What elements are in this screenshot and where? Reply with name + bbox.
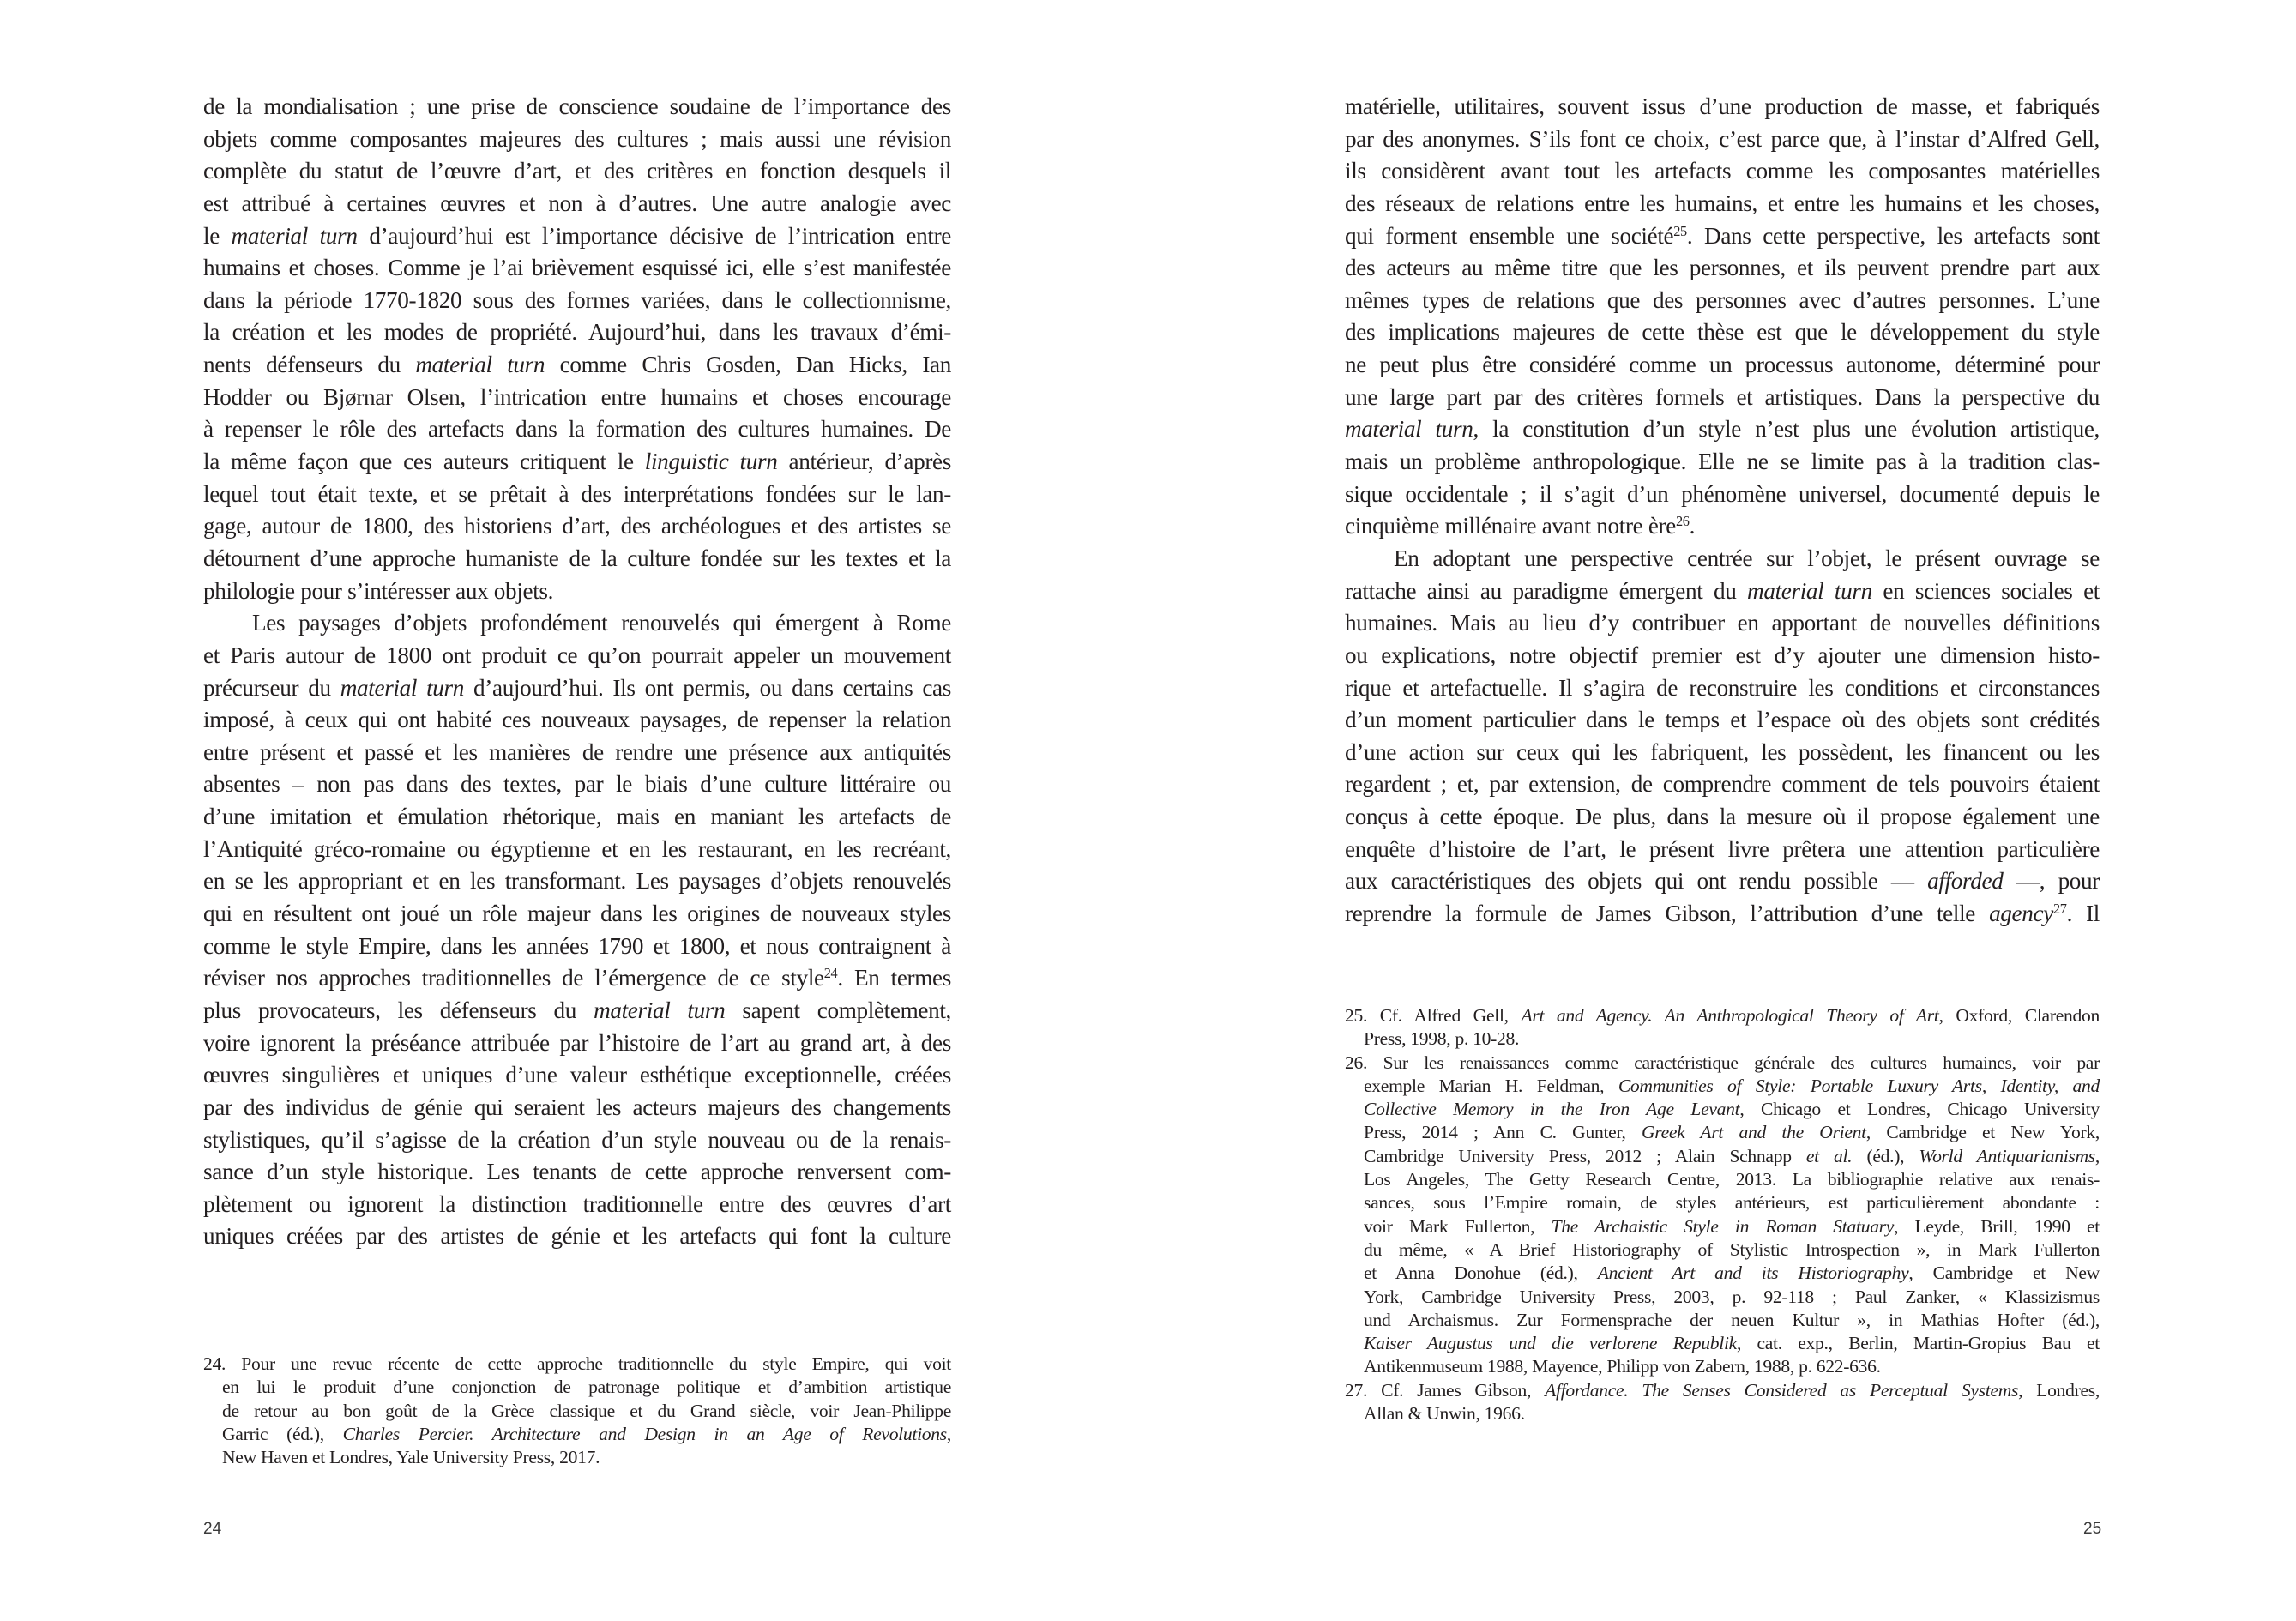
- footnote-reference[interactable]: 26: [1675, 513, 1690, 530]
- text-line: qui en résultent ont joué un rôle majeur dans les origines de nouveaux styles: [203, 901, 951, 927]
- footnote-line: 26. Sur les renaissances comme caractéristique générale des cultures humaines, voir par: [1345, 1052, 2100, 1073]
- right-page: [1148, 0, 2296, 1621]
- footnotes: [1345, 1004, 2100, 1425]
- italic-term: material turn: [340, 674, 465, 701]
- footnote-number: 25.: [1345, 1005, 1380, 1026]
- italic-term: Charles Percier. Architecture and Design in an Age of Revolutions: [342, 1423, 947, 1444]
- footnote-line: Garric (éd.), Charles Percier. Architecture and Design in an Age of Revolutions,: [222, 1423, 951, 1444]
- italic-term: World Antiquarianisms: [1919, 1145, 2095, 1166]
- italic-term: Collective Memory in the Iron Age Levant: [1364, 1099, 1740, 1120]
- text-line: regardent ; et, par extension, de comprendre comment de tels pouvoirs étaient: [1345, 771, 2100, 798]
- text-line: d’une imitation et émulation rhétorique, mais en maniant les artefacts de: [203, 804, 951, 830]
- footnote-line: New Haven et Londres, Yale University Press, 2017.: [222, 1447, 600, 1468]
- italic-term: material turn: [1345, 416, 1473, 443]
- text-line: Les paysages d’objets profondément renouvelés qui émergent à Rome: [252, 610, 951, 636]
- footnote-line: 24. Pour une revue récente de cette approche traditionnelle du style Empire, qui voit: [203, 1353, 951, 1374]
- text-line: humains et choses. Comme je l’ai brièvement esquissé ici, elle s’est manifestée: [203, 255, 951, 281]
- text-line: enquête d’histoire de l’art, le présent livre prêtera une attention particulière: [1345, 835, 2100, 862]
- text-line: sance d’un style historique. Les tenants de cette approche renversent com-: [203, 1159, 951, 1185]
- italic-term: Greek Art and the Orient: [1641, 1122, 1866, 1143]
- text-line: objets comme composantes majeures des cultures ; mais aussi une révision: [203, 125, 951, 152]
- text-line: material turn, la constitution d’un style n’est plus une évolution artistique,: [1345, 416, 2100, 443]
- text-line: mais un problème anthropologique. Elle ne se limite pas à la tradition clas-: [1345, 449, 2100, 475]
- text-line: ou explications, notre objectif premier est d’y ajouter une dimension histo-: [1345, 642, 2100, 668]
- footnote-line: sances, sous l’Empire romain, de styles antérieurs, est particulièrement abondante :: [1364, 1192, 2100, 1214]
- text-line: philologie pour s’intéresser aux objets.: [203, 577, 554, 604]
- text-line: nents défenseurs du material turn comme Chris Gosden, Dan Hicks, Ian: [203, 352, 951, 378]
- text-line: dans la période 1770-1820 sous des formes variées, dans le collectionnisme,: [203, 286, 951, 313]
- italic-term: material turn: [231, 222, 358, 249]
- footnote: [203, 1353, 951, 1469]
- text-line: à repenser le rôle des artefacts dans la formation des cultures humaines. De: [203, 416, 951, 443]
- footnote-line: 27. Cf. James Gibson, Affordance. The Senses Considered as Perceptual Systems, Londres,: [1345, 1379, 2100, 1401]
- footnote-line: York, Cambridge University Press, 2003, p. 92-118 ; Paul Zanker, « Klassizismus: [1364, 1286, 2100, 1307]
- text-line: d’un moment particulier dans le temps et l’espace où des objets sont crédités: [1345, 707, 2100, 733]
- footnotes: [203, 1353, 951, 1469]
- italic-term: Kaiser Augustus und die verlorene Republik: [1364, 1333, 1737, 1354]
- text-line: ils considèrent avant tout les artefacts comme les composantes matérielles: [1345, 158, 2100, 184]
- footnote-line: exemple Marian H. Feldman, Communities of Style: Portable Luxury Arts, Identity, and: [1364, 1075, 2100, 1096]
- footnote: [1345, 1004, 2100, 1052]
- text-line: le material turn d’aujourd’hui est l’importance décisive de l’intrication entre: [203, 222, 951, 249]
- body-text: [203, 91, 951, 1253]
- text-line: détournent d’une approche humaniste de la culture fondée sur les textes et la: [203, 545, 951, 571]
- footnote-line: voir Mark Fullerton, The Archaistic Style in Roman Statuary, Leyde, Brill, 1990 et: [1364, 1215, 2100, 1237]
- italic-term: afforded: [1927, 868, 2004, 895]
- italic-term: material turn: [1747, 577, 1872, 604]
- italic-term: Art and Agency. An Anthropological Theory of Art: [1521, 1005, 1939, 1026]
- text-line: En adoptant une perspective centrée sur l’objet, le présent ouvrage se: [1394, 545, 2100, 571]
- text-line: cinquième millénaire avant notre ère$^{26}$.: [1345, 513, 1696, 539]
- footnote-reference[interactable]: 24: [823, 965, 838, 982]
- footnote-line: und Archaismus. Zur Formensprache der neuen Kultur », in Mathias Hofter (éd.),: [1364, 1309, 2100, 1330]
- text-line: humaines. Mais au lieu d’y contribuer en apportant de nouvelles définitions: [1345, 610, 2100, 636]
- text-line: aux caractéristiques des objets qui ont rendu possible — afforded —, pour: [1345, 868, 2100, 895]
- text-line: comme le style Empire, dans les années 1790 et 1800, et nous contraignent à: [203, 932, 951, 959]
- text-line: lequel tout était texte, et se prêtait à des interprétations fondées sur le lan-: [203, 480, 951, 507]
- text-line: des réseaux de relations entre les humains, et entre les humains et les choses,: [1345, 190, 2100, 216]
- text-line: des implications majeures de cette thèse est que le développement du style: [1345, 319, 2100, 346]
- text-line: qui forment ensemble une société$^{25}$. Dans cette perspective, les artefacts sont: [1345, 222, 2100, 249]
- text-line: est attribué à certaines œuvres et non à d’autres. Une autre analogie avec: [203, 190, 951, 216]
- footnote-line: Kaiser Augustus und die verlorene Republik, cat. exp., Berlin, Martin-Gropius Bau et: [1364, 1333, 2100, 1354]
- text-line: entre présent et passé et les manières de rendre une présence aux antiquités: [203, 738, 951, 765]
- footnote-number: 26.: [1345, 1052, 1383, 1073]
- footnote: [1345, 1052, 2100, 1379]
- footnote-line: du même, « A Brief Historiography of Stylistic Introspection », in Mark Fullerton: [1364, 1238, 2100, 1260]
- footnote-line: en lui le produit d’une conjonction de patronage politique et d’ambition artistique: [222, 1377, 951, 1398]
- text-line: conçus à cette époque. De plus, dans la mesure où il propose également une: [1345, 804, 2100, 830]
- text-line: absentes – non pas dans des textes, par le biais d’une culture littéraire ou: [203, 771, 951, 798]
- text-line: réviser nos approches traditionnelles de l’émergence de ce style$^{24}$. En termes: [203, 965, 951, 991]
- text-line: voire ignorent la préséance attribuée par l’histoire de l’art au grand art, à des: [203, 1029, 951, 1056]
- text-line: par des anonymes. S’ils font ce choix, c’est parce que, à l’instar d’Alfred Gell,: [1345, 125, 2100, 152]
- text-line: uniques créées par des artistes de génie et les artefacts qui font la culture: [203, 1223, 951, 1250]
- text-line: Hodder ou Bjørnar Olsen, l’intrication entre humains et choses encourage: [203, 383, 951, 410]
- text-line: reprendre la formule de James Gibson, l’attribution d’une telle agency$^{27}$. Il: [1345, 901, 2100, 927]
- footnote-line: Allan & Unwin, 1966.: [1364, 1403, 1525, 1425]
- text-line: une large part par des critères formels et artistiques. Dans la perspective du: [1345, 383, 2100, 410]
- text-line: plètement ou ignorent la distinction traditionnelle entre des œuvres d’art: [203, 1190, 951, 1217]
- footnote-number: 24.: [203, 1353, 242, 1374]
- footnote-line: Collective Memory in the Iron Age Levant, Chicago et Londres, Chicago University: [1364, 1099, 2100, 1120]
- text-line: matérielle, utilitaires, souvent issus d’une production de masse, et fabriqués: [1345, 93, 2100, 119]
- italic-term: Affordance. The Senses Considered as Perceptual Systems: [1545, 1379, 2019, 1401]
- text-line: ne peut plus être considéré comme un processus autonome, déterminé pour: [1345, 352, 2100, 378]
- italic-term: linguistic turn: [644, 449, 778, 475]
- text-line: de la mondialisation ; une prise de conscience soudaine de l’importance des: [203, 93, 951, 119]
- text-line: plus provocateurs, les défenseurs du material turn sapent complètement,: [203, 997, 952, 1023]
- text-line: stylistiques, qu’il s’agisse de la création d’un style nouveau ou de la renais-: [203, 1126, 951, 1153]
- footnote-line: 25. Cf. Alfred Gell, Art and Agency. An Anthropological Theory of Art, Oxford, Clarendon: [1345, 1005, 2100, 1026]
- italic-term: material turn: [415, 352, 545, 378]
- text-line: gage, autour de 1800, des historiens d’art, des archéologues et des artistes se: [203, 513, 951, 539]
- text-line: la création et les modes de propriété. Aujourd’hui, dans les travaux d’émi-: [203, 319, 951, 346]
- text-line: d’une action sur ceux qui les fabriquent, les possèdent, les financent ou les: [1345, 738, 2100, 765]
- page-number: 24: [203, 1520, 222, 1538]
- footnote-line: Cambridge University Press, 2012 ; Alain Schnapp et al. (éd.), World Antiquarianisms,: [1364, 1145, 2100, 1166]
- text-line: complète du statut de l’œuvre d’art, et des critères en fonction desquels il: [203, 158, 951, 184]
- text-line: imposé, à ceux qui ont habité ces nouveaux paysages, de repenser la relation: [203, 707, 951, 733]
- text-line: sique occidentale ; il s’agit d’un phénomène universel, documenté depuis le: [1345, 480, 2100, 507]
- text-line: l’Antiquité gréco-romaine ou égyptienne et en les restaurant, en les recréant,: [203, 835, 951, 862]
- footnote-line: Press, 2014 ; Ann C. Gunter, Greek Art and the Orient, Cambridge et New York,: [1364, 1122, 2100, 1143]
- italic-term: Communities of Style: Portable Luxury Arts, Identity, and: [1618, 1075, 2100, 1096]
- footnote-reference[interactable]: 27: [2052, 901, 2067, 918]
- footnote: [1345, 1379, 2100, 1426]
- text-line: rattache ainsi au paradigme émergent du material turn en sciences sociales et: [1345, 577, 2100, 604]
- footnote-line: Antikenmuseum 1988, Mayence, Philipp von Zabern, 1988, p. 622-636.: [1364, 1356, 1881, 1377]
- body-text: [1345, 91, 2100, 931]
- text-line: œuvres singulières et uniques d’une valeur esthétique exceptionnelle, créées: [203, 1062, 951, 1088]
- italic-term: material turn: [594, 997, 726, 1023]
- italic-term: et al.: [1805, 1145, 1853, 1166]
- footnote-line: de retour au bon goût de la Grèce classique et du Grand siècle, voir Jean-Philippe: [222, 1400, 951, 1421]
- text-line: mêmes types de relations que des personnes avec d’autres personnes. L’une: [1345, 286, 2100, 313]
- text-line: en se les appropriant et en les transformant. Les paysages d’objets renouvelés: [203, 868, 951, 895]
- footnote-reference[interactable]: 25: [1673, 222, 1687, 239]
- text-line: précurseur du material turn d’aujourd’hui. Ils ont permis, ou dans certains cas: [203, 674, 951, 701]
- footnote-line: Press, 1998, p. 10-28.: [1364, 1028, 1520, 1050]
- footnote-line: Los Angeles, The Getty Research Centre, 2013. La bibliographie relative aux renais-: [1364, 1169, 2100, 1190]
- text-line: rique et artefactuelle. Il s’agira de reconstruire les conditions et circonstances: [1345, 674, 2100, 701]
- page-number: 25: [2083, 1520, 2102, 1538]
- text-line: la même façon que ces auteurs critiquent le linguistic turn antérieur, d’après: [203, 449, 952, 475]
- text-line: par des individus de génie qui seraient les acteurs majeurs des changements: [203, 1094, 951, 1120]
- italic-term: agency: [1989, 901, 2053, 927]
- italic-term: The Archaistic Style in Roman Statuary: [1551, 1215, 1895, 1237]
- text-line: et Paris autour de 1800 ont produit ce qu’on pourrait appeler un mouvement: [203, 642, 951, 668]
- footnote-line: et Anna Donohue (éd.), Ancient Art and its Historiography, Cambridge et New: [1364, 1262, 2100, 1284]
- italic-term: Ancient Art and its Historiography: [1597, 1262, 1909, 1284]
- footnote-number: 27.: [1345, 1379, 1382, 1401]
- text-line: des acteurs au même titre que les personnes, et ils peuvent prendre part aux: [1345, 255, 2100, 281]
